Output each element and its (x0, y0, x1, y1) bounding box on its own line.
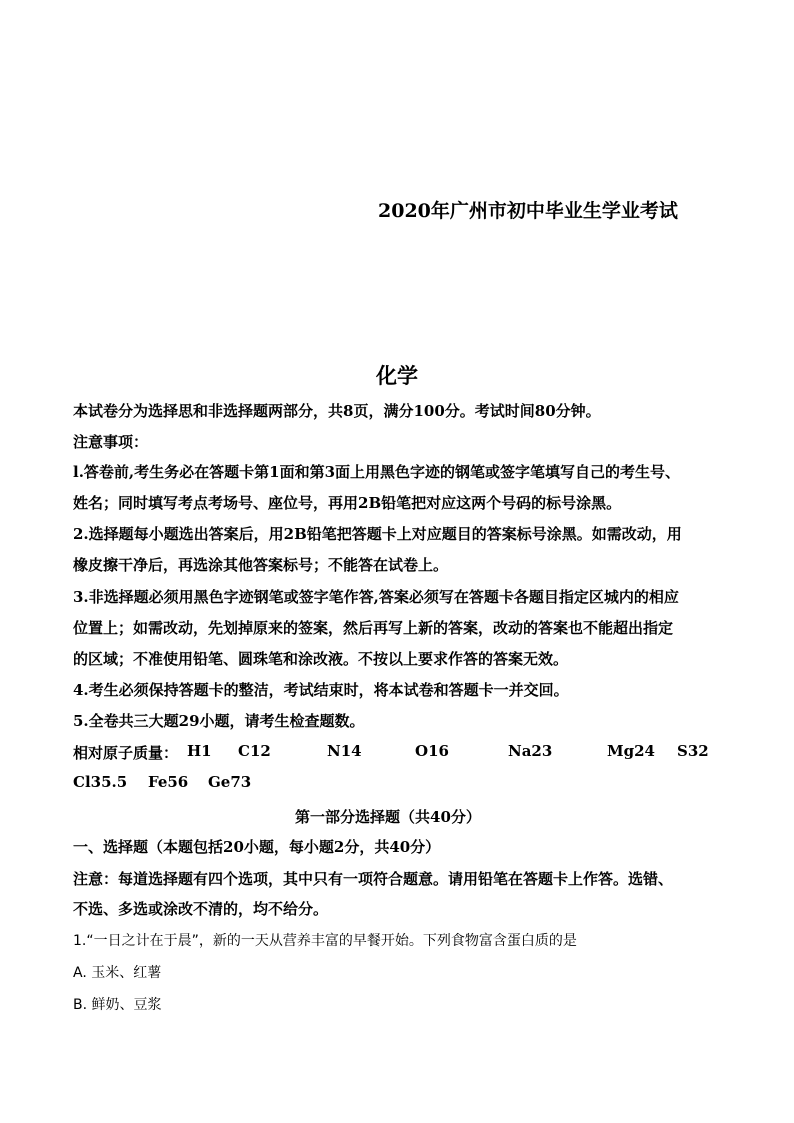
notice-item-1b: 姓名；同时填写考点考场号、座位号，再用2B铅笔把对应这两个号码的标号涂黑。 (73, 494, 622, 512)
atomic-mass-ge: Ge73 (208, 773, 252, 791)
atomic-mass-h: H1 (187, 742, 212, 760)
notice-item-4: 4.考生必须保持答题卡的整洁，考试结束时，将本试卷和答题卡一并交回。 (73, 681, 569, 699)
section-note-2: 不选、多选或涂改不清的，均不给分。 (73, 900, 329, 918)
atomic-mass-fe: Fe56 (148, 773, 189, 791)
atomic-mass-row-1 (0, 742, 794, 766)
atomic-mass-c: C12 (238, 742, 271, 760)
atomic-mass-n: N14 (327, 742, 362, 760)
subject-title: 化学 (376, 363, 418, 388)
section-heading: 一、选择题（本题包括20小题，每小题2分，共40分） (73, 838, 441, 856)
question-1-option-a: A. 玉米、红薯 (73, 965, 162, 981)
atomic-mass-cl: Cl35.5 (73, 773, 128, 791)
atomic-mass-o: O16 (415, 742, 449, 760)
atomic-mass-na: Na23 (508, 742, 553, 760)
notice-item-3b: 位置上；如需改动，先划掉原来的签案，然后再写上新的答案，改动的答案也不能超出指定 (73, 619, 674, 637)
question-1-option-b: B. 鲜奶、豆浆 (73, 997, 162, 1013)
notice-item-2a: 2.选择题每小题选出答案后，用2B铅笔把答题卡上对应题目的答案标号涂黑。如需改动，用 (73, 525, 682, 543)
atomic-mass-s: S32 (677, 742, 709, 760)
notice-item-5: 5.全卷共三大题29小题，请考生检查题数。 (73, 712, 365, 730)
notice-heading: 注意事项： (73, 433, 149, 451)
question-1-stem: 1.“一日之计在于晨”，新的一天从营养丰富的早餐开始。下列食物富含蛋白质的是 (73, 933, 577, 949)
notice-item-2b: 橡皮擦干净后，再选涂其他答案标号；不能答在试卷上。 (73, 556, 449, 574)
part1-heading: 第一部分选择题（共40分） (295, 808, 481, 826)
notice-item-3c: 的区域；不准使用铅笔、圆珠笔和涂改液。不按以上要求作答的答案无效。 (73, 650, 569, 668)
exam-title: 2020年广州市初中毕业生学业考试 (378, 200, 678, 222)
notice-item-1a: l.答卷前,考生务必在答题卡第1面和第3面上用黑色字迹的钢笔或签字笔填写自己的考生号、 (73, 463, 681, 481)
atomic-mass-row-2 (0, 773, 794, 797)
atomic-mass-mg: Mg24 (607, 742, 655, 760)
notice-item-3a: 3.非选择题必须用黑色字迹钢笔或签字笔作答,答案必须写在答题卡各题目指定区城内的相应 (73, 588, 679, 606)
exam-intro: 本试卷分为选择思和非选择题两部分，共8页，满分100分。考试时间80分钟。 (73, 402, 601, 420)
section-note-1: 注意：每道选择题有四个选项，其中只有一项符合题意。请用铅笔在答题卡上作答。选错、 (73, 870, 674, 888)
atomic-mass-label: 相对原子质量： (73, 744, 179, 762)
